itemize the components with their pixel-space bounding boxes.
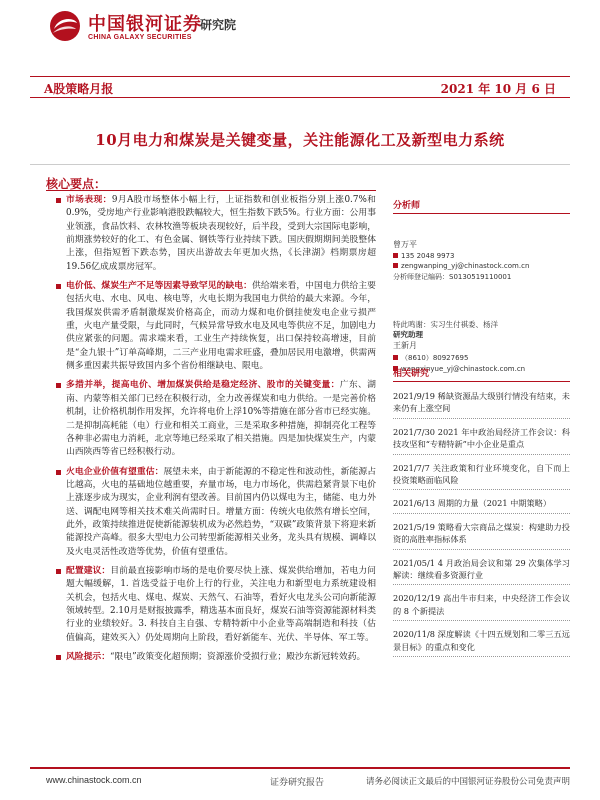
bullet-icon (56, 655, 61, 660)
analyst-cert: 分析师登记编码：S0130519110001 (393, 272, 512, 281)
core-paragraph (46, 379, 376, 459)
core-points-body (46, 194, 376, 664)
related-research-item[interactable]: 2021/5/19 策略看大宗商品之煤炭：构建助力投资的高胜率指标体系 (393, 521, 570, 550)
paragraph-lead: 火电企业价值有望重估： (66, 466, 164, 477)
analyst-phone: 135 2048 9973 (401, 251, 455, 260)
related-research-item[interactable]: 2021/05/1 4 月政治局会议和第 29 次集体学习解读：继续看多资源行业 (393, 557, 570, 586)
core-paragraph (46, 194, 376, 274)
report-headline: 10月电力和煤炭是关键变量，关注能源化工及新型电力系统 (95, 131, 505, 149)
related-research-item[interactable]: 2021/7/7 关注政策和行业环境变化，自下而上投资策略面临风险 (393, 462, 570, 491)
paragraph-body: 展望未来，由于新能源的不稳定性和波动性，新能源占比越高，火电的基础地位越重要，弃量市场，电力市场化，供需趋紧背景下电价上涨逐步成为现实，企业利润有望改善。目前国内仍以煤电为主，储能、电力外送、调配电网等相关技术难关尚需时日。增量方面：传统火电依然有增长空间，此外，政策持续推进促使新能源装机成为必然趋势，“双碳”政策背景下将迎来新能源投产高峰。很多大型电力公司转型新能源相关业务，龙头具有规模、调峰以及火电灵活性改造等优势，价值有望重估。 (66, 466, 376, 557)
core-points-underline (46, 190, 376, 191)
assistant-heading: 研究助理 (393, 330, 423, 339)
analyst-email-row[interactable] (393, 261, 529, 272)
analyst-email[interactable]: zengwanping_yj@chinastock.com.cn (401, 262, 530, 270)
bullet-icon (56, 284, 61, 289)
footer-disclaimer: 请务必阅读正文最后的中国银河证券股份公司免责声明 (365, 777, 570, 787)
related-research-item[interactable]: 2020/11/8 深度解读《十四五规划和二零三五远景目标》的重点和变化 (393, 628, 570, 657)
related-research-item[interactable]: 2021/6/13 周期的力量（2021 中期策略） (393, 497, 570, 513)
bullet-icon (56, 198, 61, 203)
sidebar (393, 194, 570, 652)
related-research-item[interactable]: 2021/9/19 稀缺资源品大级别行情没有结束，未来仍有上涨空间 (393, 390, 570, 419)
assistant-phone: （8610）80927695 (401, 354, 469, 362)
report-date: 2021 年 10 月 6 日 (440, 82, 556, 96)
core-paragraph (46, 466, 376, 559)
galaxy-logo-icon (48, 9, 82, 43)
paragraph-body: 目前最直接影响市场的是电价要尽快上涨、煤炭供给增加，若电力问题大幅缓解，1. 首选受益于电价上行的行业，关注电力和新型电力系统建设相关机会，包括火电、煤电、煤炭、天然气、石油等，看好火电龙头公司向新能源领域转型。2.10月是财报披露季，精选基本面良好，煤炭石油等资源能源材料类行业的业绩较好。3. 科技自主自强、专精特新中小企业等高端制造和科技（估值偏高，建效买入）仍处周期向上阶段，看好新能车、光伏、半导体、军工等。 (66, 565, 376, 643)
section-divider (30, 164, 570, 165)
paragraph-lead: 电价低、煤炭生产不足等因素导致罕见的缺电： (66, 281, 253, 292)
report-header (0, 0, 600, 75)
phone-icon (393, 253, 398, 258)
related-research-list (393, 390, 570, 664)
institute-label: 研究院 (200, 18, 237, 32)
related-research-item[interactable]: 2020/12/19 高出牛市归来，中央经济工作会议的 8 个新提法 (393, 592, 570, 621)
assistant-name: 王新月 (393, 340, 417, 350)
paragraph-lead: 多措并举，提高电价、增加煤炭供给是稳定经济、股市的关键变量： (66, 380, 340, 391)
paragraph-body: 9月A股市场整体小幅上行，上证指数和创业板指分别上涨0.7%和0.9%，受房地产行业影响港股跌幅较大，恒生指数下跌5%。行业方面：公用事业领涨，食品饮料、农林牧渔等板块表现较好，后半段，受到大宗国际电影响，前期涨势较好的化工、有色金属、钢铁等行业持续下跌。国庆假期期间美股整体上涨，但指短暂下跌态势，国庆出游故去年更加火热，《长津湖》档期票房超19.56亿成成票房冠军。 (66, 195, 376, 272)
bullet-icon (56, 470, 61, 475)
related-research-item[interactable]: 2021/7/30 2021 年中政治局经济工作会议：科技攻坚和“专精特新”中小企业是重点 (393, 426, 570, 455)
assistant-phone-row (393, 353, 525, 364)
core-paragraph (46, 280, 376, 373)
email-icon (393, 263, 398, 268)
analyst-card (393, 240, 529, 282)
brand-name-en: CHINA GALAXY SECURITIES (88, 34, 192, 41)
analyst-name: 曾万平 (393, 240, 417, 249)
paragraph-lead: 市场表现： (66, 195, 112, 205)
paragraph-body: “限电”政策变化超预期；资源涨价受损行业；殿沙东新冠转效药。 (110, 652, 366, 662)
core-paragraph (46, 565, 376, 645)
footer-divider (30, 767, 570, 769)
report-type: A股策略月报 (44, 82, 114, 96)
paragraph-lead: 风险提示： (66, 652, 110, 662)
footer-label: 证券研究报告 (270, 778, 325, 788)
paragraph-lead: 配置建议： (66, 565, 111, 576)
footer-website-link[interactable]: www.chinastock.com.cn (46, 775, 142, 785)
special-thanks: 特此鸣谢：实习生付祺委、杨洋 (393, 320, 498, 329)
related-research-heading: 相关研究 (393, 366, 570, 382)
core-paragraph (46, 651, 376, 664)
analyst-phone-row (393, 251, 529, 262)
core-points-title: 核心要点： (46, 177, 107, 191)
assistant-email[interactable]: wangxinyue_yj@chinastock.com.cn (401, 364, 526, 373)
bullet-icon (56, 383, 61, 388)
paragraph-body: 广东、湖南、内蒙等相关部门已经在积极行动，全力改善煤炭和电力供给。一是完善价格机制，让价格机制作用发挥，允许将电价上浮10%等措施在部分省市已经实施。二是抑制高耗能（电）行业和相关工商业，三是采取多种措施，抑制亮化工程等各种非必需电力消耗，北京等地已经采取了相关措施。四是加快煤炭生产，内蒙山西陕西等省已经积极行动。 (66, 380, 376, 458)
bullet-icon (56, 569, 61, 574)
analyst-heading: 分析师 (393, 198, 570, 214)
report-type-bar (30, 76, 570, 98)
brand-name-cn: 中国银河证券 (88, 14, 202, 35)
phone-icon (393, 355, 398, 360)
paragraph-body: 供给端来看，中国电力供给主要包括火电、水电、风电、核电等，火电长期为我国电力供给的最大来源。今年，我国煤炭供需矛盾制激煤炭价格高企，而动力煤和电价倒挂使发电企业亏损严重，火电产量受限，与此同时，气候异常导致水电及风电等供应不足，加剧电力供应紧张的问题。需求端来看，工业生产持续恢复，出口保持较高增速，目前是“金九银十”订单高峰期，二三产业用电需求旺盛，叠加居民用电激增，供需两侧多重因素共振导致国内多个省份相继缺电、限电。 (66, 281, 376, 372)
